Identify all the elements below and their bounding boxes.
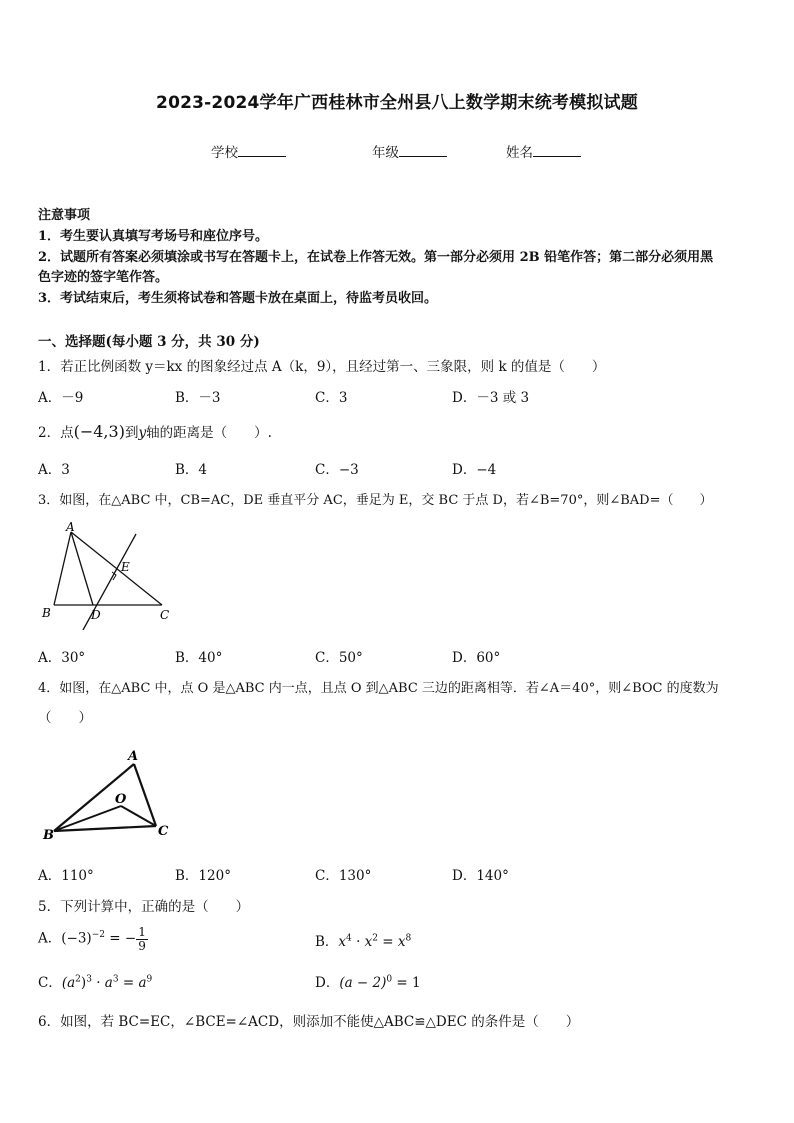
q3-option-d[interactable]: D．60° (452, 650, 501, 666)
name-blank[interactable] (533, 143, 581, 157)
school-field[interactable] (211, 141, 286, 161)
q5-b-x2: x (364, 934, 373, 950)
q4-option-c[interactable]: C．130° (315, 868, 372, 884)
q4-side-ac (134, 764, 156, 826)
q5-c-exp4: 9 (146, 974, 153, 985)
q3-option-c[interactable]: C．50° (315, 650, 363, 666)
q2-option-a[interactable]: A．3 (38, 462, 70, 478)
q5-c-mid: · a (91, 975, 113, 991)
q5-c-close: ) (80, 975, 87, 991)
note-item-1: 1．考生要认真填写考场号和座位序号。 (38, 229, 269, 244)
q2-option-d[interactable]: D．−4 (452, 462, 497, 478)
q2-option-c[interactable]: C．−3 (315, 462, 359, 478)
q5-c-eq: = a (118, 975, 147, 991)
q4-label-a: A (128, 749, 139, 764)
q4-option-b[interactable]: B．120° (175, 868, 231, 884)
q5-d-label: D． (315, 975, 340, 991)
q5-a-label: A． (38, 930, 62, 947)
q5-b-exp3: 8 (405, 933, 412, 944)
q5-b-x1: x (338, 934, 347, 950)
q3-label-a: A (66, 520, 75, 534)
q5-d-eq: = 1 (392, 975, 421, 991)
q1-option-c[interactable]: C．3 (315, 390, 348, 406)
q5-option-d[interactable] (315, 971, 421, 991)
school-label: 学校 (211, 145, 238, 161)
q3-label-b: B (42, 606, 51, 620)
notes-heading: 注意事项 (38, 208, 91, 223)
q3-label-d: D (91, 608, 101, 622)
school-blank[interactable] (238, 143, 286, 157)
q4-option-a[interactable]: A．110° (38, 868, 94, 884)
grade-label: 年级 (372, 145, 399, 161)
q3-label-c: C (160, 608, 170, 622)
q2-stem (38, 421, 272, 441)
q3-option-b[interactable]: B．40° (175, 650, 223, 666)
q2-stem-end: 轴的距离是（ ）. (146, 425, 272, 441)
q5-c-exp3: 3 (112, 974, 119, 985)
q3-label-e: E (121, 560, 130, 574)
q4-label-c: C (158, 824, 169, 839)
q4-option-d[interactable]: D．140° (452, 868, 509, 884)
grade-blank[interactable] (399, 143, 447, 157)
q5-b-label: B． (315, 934, 339, 950)
grade-field[interactable] (372, 141, 447, 161)
q5-a-exp: −2 (91, 930, 105, 940)
q2-stem-pre: 2．点 (38, 425, 74, 441)
q3-option-a[interactable]: A．30° (38, 650, 86, 666)
q3-side-ab (54, 532, 71, 605)
q1-stem: 1．若正比例函数 y＝kx 的图象经过点 A（k，9），且经过第一、三象限，则 k 的值是（ ） (38, 359, 606, 375)
q4-triangle-figure (38, 742, 178, 842)
q4-stem-2: （ ） (38, 710, 92, 726)
q5-a-fraction (136, 926, 148, 953)
q5-b-dot: · (351, 934, 365, 950)
q4-stem: 4．如图，在△ABC 中，点 O 是△ABC 内一点，且点 O 到△ABC 三边的距离相等．若∠A＝40°，则∠BOC 的度数为 (38, 681, 719, 696)
q4-label-b: B (43, 828, 54, 842)
q5-b-eq: = x (378, 934, 406, 950)
q2-axis: y (138, 425, 147, 441)
note-item-2b: 色字迹的签字笔作答。 (38, 270, 169, 285)
q5-a-numerator: 1 (138, 924, 146, 939)
q1-option-b[interactable]: B．－3 (175, 390, 221, 406)
q4-label-o: O (115, 792, 127, 807)
q5-b-exp2: 2 (372, 933, 379, 944)
q2-stem-post: 到 (124, 425, 139, 441)
q5-option-a[interactable] (38, 922, 148, 953)
name-field[interactable] (506, 141, 581, 161)
q3-triangle-figure (36, 520, 186, 630)
q1-option-d[interactable]: D．－3 或 3 (452, 390, 530, 406)
q5-option-c[interactable] (38, 971, 152, 991)
q4-side-bc (54, 826, 156, 831)
page-title: 2023-2024学年广西桂林市全州县八上数学期末统考模拟试题 (156, 93, 638, 113)
note-item-3: 3．考试结束后，考生须将试卷和答题卡放在桌面上，待监考员收回。 (38, 291, 438, 306)
q5-a-denominator: 9 (138, 938, 146, 953)
q2-point: (−4,3) (73, 422, 125, 441)
q1-option-a[interactable]: A．－9 (38, 390, 84, 406)
q5-c-exp2: 3 (86, 974, 92, 985)
q5-a-eq: = − (104, 930, 137, 947)
q5-stem: 5．下列计算中，正确的是（ ） (38, 899, 250, 915)
q3-stem: 3．如图，在△ABC 中，CB=AC，DE 垂直平分 AC，垂足为 E，交 BC 于点 D，若∠B=70°，则∠BAD=（ ） (38, 493, 713, 508)
q5-d-expr: (a − 2) (339, 975, 387, 991)
q5-d-exp: 0 (386, 974, 393, 985)
q6-stem: 6．如图，若 BC=EC，∠BCE=∠ACD，则添加不能使△ABC≌△DEC 的条件是（ ） (38, 1014, 580, 1030)
q5-option-b[interactable] (315, 930, 411, 950)
q5-a-expr: (−3) (61, 930, 92, 947)
name-label: 姓名 (506, 145, 533, 161)
section-heading: 一、选择题(每小题 3 分，共 30 分) (38, 334, 260, 350)
q3-segment-ad (71, 532, 93, 605)
q5-b-exp1: 4 (346, 933, 352, 944)
q5-c-exp1: 2 (75, 974, 81, 985)
q5-c-label: C． (38, 975, 62, 991)
note-item-2a: 2．试题所有答案必须填涂或书写在答题卡上，在试卷上作答无效。第一部分必须用 2B 铅笔作答；第二部分必须用黑 (38, 250, 714, 265)
q2-option-b[interactable]: B．4 (175, 462, 208, 478)
q5-c-expr: (a (61, 975, 76, 991)
